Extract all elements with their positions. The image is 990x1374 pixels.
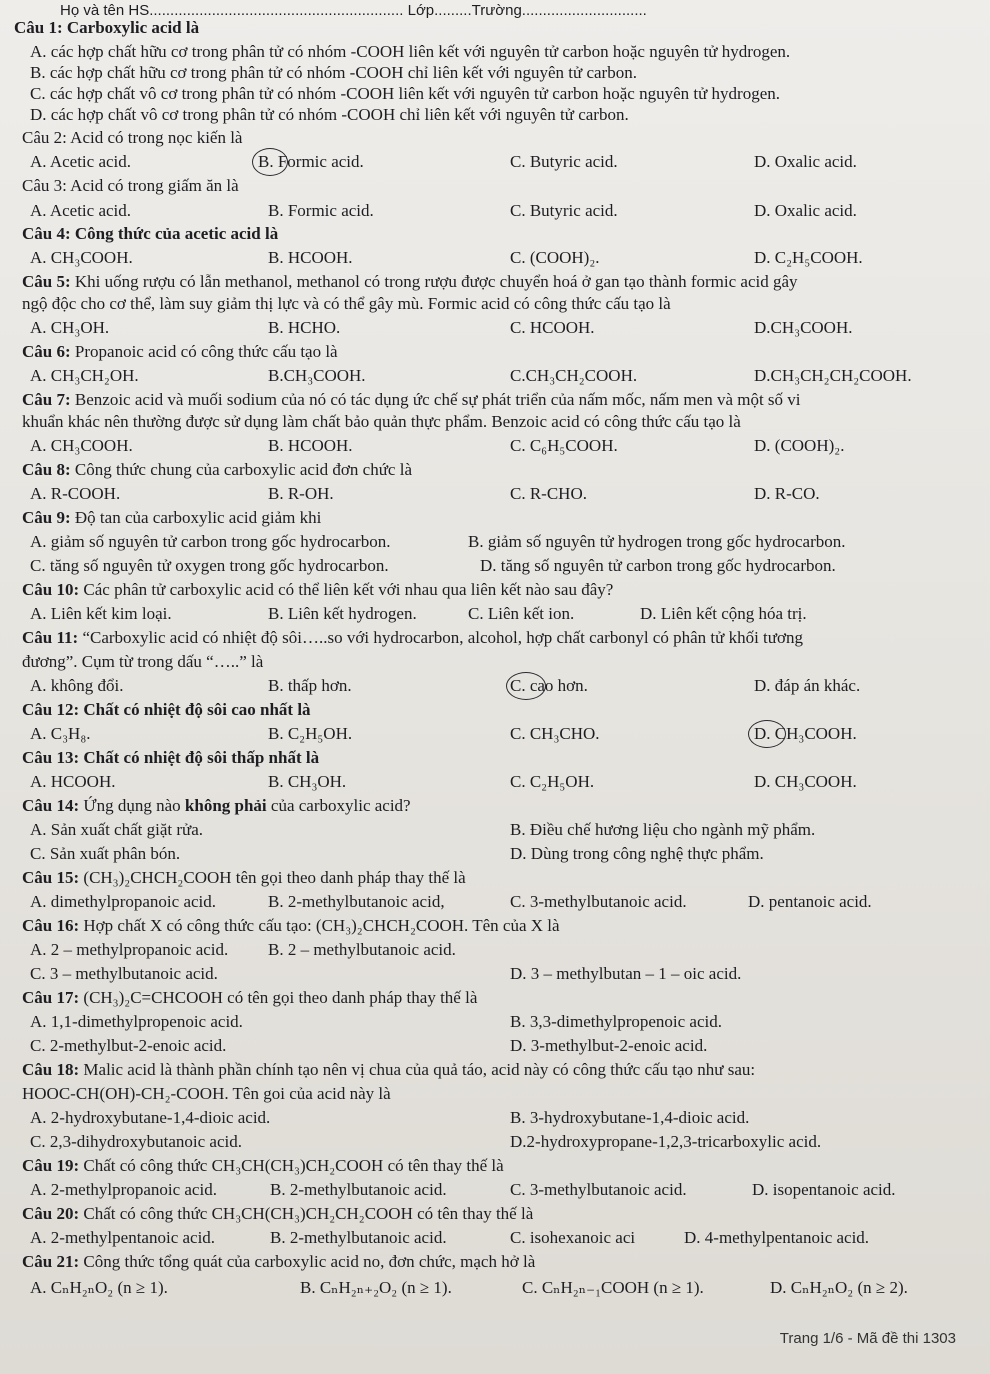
q12-option-d: D. CH₃COOH. <box>754 724 857 743</box>
q14-stem: Câu 14: Ứng dụng nào không phải của carboxylic acid? <box>22 796 411 815</box>
q5-option-c: C. HCOOH. <box>510 318 595 337</box>
q5-option-a: A. CH₃OH. <box>30 318 110 337</box>
q15-option-d: D. pentanoic acid. <box>748 892 872 911</box>
q12-option-a: A. C₃H₈. <box>30 724 91 743</box>
header <box>60 2 647 19</box>
q14-option-a: A. Sản xuất chất giặt rửa. <box>30 820 204 839</box>
student-name-field: Họ và tên HS............................................................. <box>60 2 404 19</box>
q11-stem-2: đương”. Cụm từ trong dấu “…..” là <box>22 652 264 671</box>
answer-mark <box>506 672 546 700</box>
q11-option-d: D. đáp án khác. <box>754 676 861 695</box>
q9-option-c: C. tăng số nguyên tử oxygen trong gốc hydrocarbon. <box>30 556 389 575</box>
q16-option-c: C. 3 – methylbutanoic acid. <box>30 964 218 983</box>
q3-title: Câu 3: Acid có trong giấm ăn là <box>22 176 239 195</box>
q6-stem: Câu 6: Propanoic acid có công thức cấu tạo là <box>22 342 338 361</box>
answer-mark <box>252 148 288 176</box>
q11-stem-1: Câu 11: “Carboxylic acid có nhiệt độ sôi…..so với hydrocarbon, alcohol, hợp chất carbonyl có phân tử khối tương <box>22 628 803 647</box>
q16-stem: Câu 16: Hợp chất X có công thức cấu tạo: (CH₃)₂CHCH₂COOH. Tên của X là <box>22 916 560 935</box>
q16-option-d: D. 3 – methylbutan – 1 – oic acid. <box>510 964 742 983</box>
q17-option-d: D. 3-methylbut-2-enoic acid. <box>510 1036 708 1055</box>
q2-option-c: C. Butyric acid. <box>510 152 618 171</box>
q21-option-d: D. CₙH₂ₙO₂ (n ≥ 2). <box>770 1278 908 1297</box>
q1-option-a: A. các hợp chất hữu cơ trong phân tử có nhóm -COOH liên kết với nguyên tử carbon hoặc nguyên tử hydrogen. <box>30 42 791 61</box>
q9-option-a: A. giảm số nguyên tử carbon trong gốc hydrocarbon. <box>30 532 391 551</box>
q14-option-b: B. Điều chế hương liệu cho ngành mỹ phẩm. <box>510 820 816 839</box>
q21-option-b: B. CₙH₂ₙ₊₂O₂ (n ≥ 1). <box>300 1278 452 1297</box>
q2-option-d: D. Oxalic acid. <box>754 152 857 171</box>
q2-option-a: A. Acetic acid. <box>30 152 132 171</box>
q4-option-b: B. HCOOH. <box>268 248 353 267</box>
q20-option-b: B. 2-methylbutanoic acid. <box>270 1228 447 1247</box>
q19-option-a: A. 2-methylpropanoic acid. <box>30 1180 217 1199</box>
q19-stem: Câu 19: Chất có công thức CH₃CH(CH₃)CH₂COOH có tên thay thế là <box>22 1156 504 1175</box>
q13-option-d: D. CH₃COOH. <box>754 772 857 791</box>
q15-option-b: B. 2-methylbutanoic acid, <box>268 892 445 911</box>
page-footer: Trang 1/6 - Mã đề thi 1303 <box>779 1330 956 1347</box>
q1-option-b: B. các hợp chất hữu cơ trong phân tử có nhóm -COOH chỉ liên kết với nguyên tử carbon. <box>30 63 637 82</box>
q20-option-a: A. 2-methylpentanoic acid. <box>30 1228 216 1247</box>
q13-title: Câu 13: Chất có nhiệt độ sôi thấp nhất là <box>22 748 320 767</box>
q14-option-d: D. Dùng trong công nghệ thực phẩm. <box>510 844 764 863</box>
q15-option-c: C. 3-methylbutanoic acid. <box>510 892 687 911</box>
q13-option-a: A. HCOOH. <box>30 772 116 791</box>
q11-option-c: C. cao hơn. <box>510 676 588 695</box>
q21-option-a: A. CₙH₂ₙO₂ (n ≥ 1). <box>30 1278 168 1297</box>
q8-option-c: C. R-CHO. <box>510 484 587 503</box>
q6-option-c: C.CH₃CH₂COOH. <box>510 366 638 385</box>
q10-option-a: A. Liên kết kim loại. <box>30 604 172 623</box>
q10-option-c: C. Liên kết ion. <box>468 604 575 623</box>
q18-option-c: C. 2,3-dihydroxybutanoic acid. <box>30 1132 242 1151</box>
q3-option-d: D. Oxalic acid. <box>754 201 857 220</box>
q2-title: Câu 2: Acid có trong nọc kiến là <box>22 128 243 147</box>
q19-option-d: D. isopentanoic acid. <box>752 1180 896 1199</box>
q17-option-c: C. 2-methylbut-2-enoic acid. <box>30 1036 227 1055</box>
q7-option-b: B. HCOOH. <box>268 436 353 455</box>
q16-option-b: B. 2 – methylbutanoic acid. <box>268 940 456 959</box>
q4-title: Câu 4: Công thức của acetic acid là <box>22 224 279 243</box>
q11-option-b: B. thấp hơn. <box>268 676 352 695</box>
q8-option-d: D. R-CO. <box>754 484 820 503</box>
q3-option-c: C. Butyric acid. <box>510 201 618 220</box>
q19-option-b: B. 2-methylbutanoic acid. <box>270 1180 447 1199</box>
q10-option-d: D. Liên kết cộng hóa trị. <box>640 604 807 623</box>
q6-option-b: B.CH₃COOH. <box>268 366 366 385</box>
q17-stem: Câu 17: (CH₃)₂C=CHCOOH có tên gọi theo danh pháp thay thế là <box>22 988 478 1007</box>
q16-option-a: A. 2 – methylpropanoic acid. <box>30 940 229 959</box>
q15-stem: Câu 15: (CH₃)₂CHCH₂COOH tên gọi theo danh pháp thay thế là <box>22 868 466 887</box>
q9-option-b: B. giảm số nguyên tử hydrogen trong gốc hydrocarbon. <box>468 532 846 551</box>
q17-option-a: A. 1,1-dimethylpropenoic acid. <box>30 1012 243 1031</box>
q10-stem: Câu 10: Các phân tử carboxylic acid có thể liên kết với nhau qua liên kết nào sau đây? <box>22 580 614 599</box>
answer-mark <box>748 720 786 748</box>
q11-option-a: A. không đổi. <box>30 676 124 695</box>
q13-option-b: B. CH₃OH. <box>268 772 347 791</box>
q15-option-a: A. dimethylpropanoic acid. <box>30 892 217 911</box>
q7-option-d: D. (COOH)₂. <box>754 436 845 455</box>
q4-option-a: A. CH₃COOH. <box>30 248 133 267</box>
q21-stem: Câu 21: Công thức tổng quát của carboxylic acid no, đơn chức, mạch hở là <box>22 1252 536 1271</box>
q21-option-c: C. CₙH₂ₙ₋₁COOH (n ≥ 1). <box>522 1278 704 1297</box>
q9-stem: Câu 9: Độ tan của carboxylic acid giảm khi <box>22 508 322 527</box>
q5-stem-2: ngộ độc cho cơ thể, làm suy giảm thị lực và có thể gây mù. Formic acid có công thức cấu tạo là <box>22 294 671 313</box>
q7-option-c: C. C₆H₅COOH. <box>510 436 618 455</box>
q19-option-c: C. 3-methylbutanoic acid. <box>510 1180 687 1199</box>
q7-option-a: A. CH₃COOH. <box>30 436 133 455</box>
q12-option-c: C. CH₃CHO. <box>510 724 600 743</box>
q6-option-a: A. CH₃CH₂OH. <box>30 366 139 385</box>
q18-option-b: B. 3-hydroxybutane-1,4-dioic acid. <box>510 1108 750 1127</box>
q10-option-b: B. Liên kết hydrogen. <box>268 604 417 623</box>
q20-option-d: D. 4-methylpentanoic acid. <box>684 1228 870 1247</box>
q7-stem-2: khuẩn khác nên thường được sử dụng làm chất bảo quản thực phẩm. Benzoic acid có công thức cấu tạo là <box>22 412 741 431</box>
q18-stem-2: HOOC-CH(OH)-CH₂-COOH. Tên goi của acid này là <box>22 1084 391 1103</box>
q14-option-c: C. Sản xuất phân bón. <box>30 844 181 863</box>
q5-stem-1: Câu 5: Khi uống rượu có lẫn methanol, methanol có trong rượu được chuyển hoá ở gan tạo thành formic acid gây <box>22 272 798 291</box>
q1-option-d: D. các hợp chất vô cơ trong phân tử có nhóm -COOH chỉ liên kết với nguyên tử carbon. <box>30 105 629 124</box>
q4-option-c: C. (COOH)₂. <box>510 248 600 267</box>
q13-option-c: C. C₂H₅OH. <box>510 772 595 791</box>
q20-stem: Câu 20: Chất có công thức CH₃CH(CH₃)CH₂CH₂COOH có tên thay thế là <box>22 1204 534 1223</box>
q18-option-d: D.2-hydroxypropane-1,2,3-tricarboxylic acid. <box>510 1132 822 1151</box>
class-school-field: Lớp.........Trường.............................. <box>407 2 647 19</box>
q17-option-b: B. 3,3-dimethylpropenoic acid. <box>510 1012 722 1031</box>
q8-option-b: B. R-OH. <box>268 484 334 503</box>
q3-option-a: A. Acetic acid. <box>30 201 132 220</box>
q1-option-c: C. các hợp chất vô cơ trong phân tử có nhóm -COOH liên kết với nguyên tử carbon hoặc nguyên tử hydrogen. <box>30 84 781 103</box>
q2-option-b: B. Formic acid. <box>258 152 364 171</box>
q8-stem: Câu 8: Công thức chung của carboxylic acid đơn chức là <box>22 460 412 479</box>
q7-stem-1: Câu 7: Benzoic acid và muối sodium của nó có tác dụng ức chế sự phát triển của nấm mốc, nấm men và một số vi <box>22 390 801 409</box>
q9-option-d: D. tăng số nguyên tử carbon trong gốc hydrocarbon. <box>480 556 836 575</box>
q5-option-d: D.CH₃COOH. <box>754 318 853 337</box>
q18-option-a: A. 2-hydroxybutane-1,4-dioic acid. <box>30 1108 271 1127</box>
q12-option-b: B. C₂H₅OH. <box>268 724 353 743</box>
q1-title: Câu 1: Carboxylic acid là <box>14 18 200 37</box>
q5-option-b: B. HCHO. <box>268 318 341 337</box>
q4-option-d: D. C₂H₅COOH. <box>754 248 863 267</box>
q18-stem-1: Câu 18: Malic acid là thành phần chính tạo nên vị chua của quả táo, acid này có công thức cấu tạo như sau: <box>22 1060 756 1079</box>
q6-option-d: D.CH₃CH₂CH₂COOH. <box>754 366 912 385</box>
q3-option-b: B. Formic acid. <box>268 201 374 220</box>
q8-option-a: A. R-COOH. <box>30 484 121 503</box>
q12-title: Câu 12: Chất có nhiệt độ sôi cao nhất là <box>22 700 311 719</box>
q20-option-c: C. isohexanoic aci <box>510 1228 636 1247</box>
